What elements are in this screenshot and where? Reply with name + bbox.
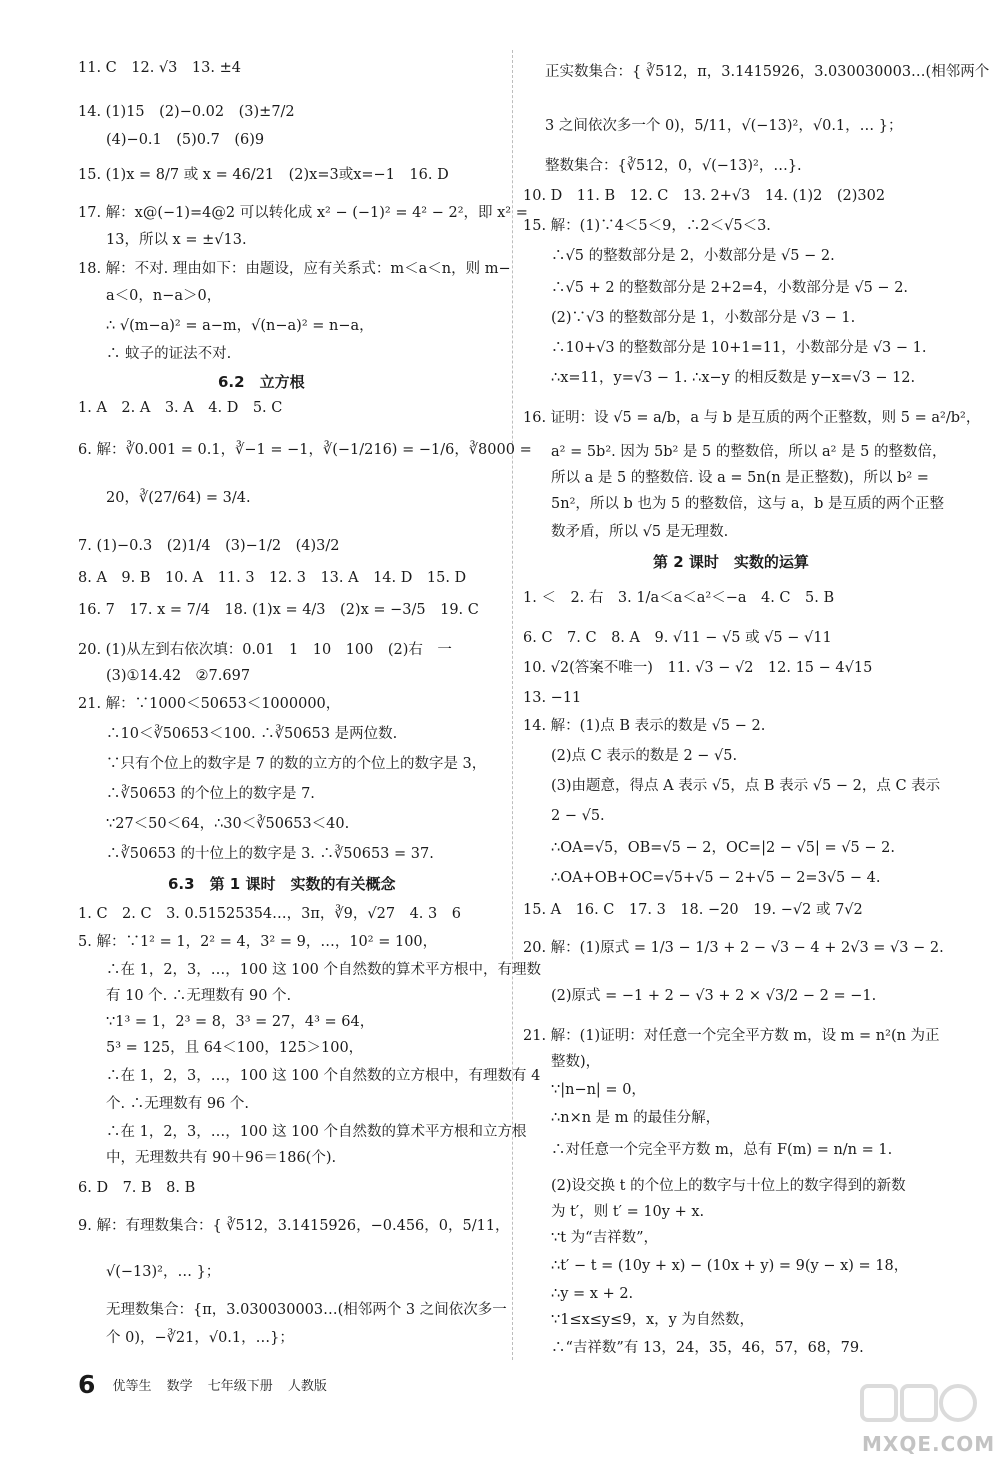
answer-line: 16. 7 17. x = 7/4 18. (1)x = 4/3 (2)x = −3/5 19. C — [78, 602, 479, 618]
answer-line: ∴对任意一个完全平方数 m，总有 F(m) = n/n = 1. — [551, 1142, 893, 1158]
answer-line: 无理数集合：{π，3.030030003…(相邻两个 3 之间依次多一 — [106, 1302, 507, 1318]
answer-line: (2)点 C 表示的数是 2 − √5. — [551, 748, 738, 764]
answer-line: 13，所以 x = ±√13. — [106, 232, 247, 248]
answer-line: 18. 解：不对. 理由如下：由题设，应有关系式：m＜a＜n，则 m− — [78, 261, 511, 277]
answer-line: ∵只有个位上的数字是 7 的数的立方的个位上的数字是 3， — [106, 756, 487, 772]
answer-line: 1. C 2. C 3. 0.51525354…，3π，∛9，√27 4. 3 6 — [78, 906, 461, 922]
answer-line: (3)①14.42 ②7.697 — [106, 668, 251, 684]
answer-line: ∴√5 + 2 的整数部分是 2+2=4，小数部分是 √5 − 2. — [551, 280, 909, 296]
answer-line: ∴OA=√5，OB=√5 − 2，OC=|2 − √5| = √5 − 2. — [551, 840, 895, 856]
answer-line: 14. (1)15 (2)−0.02 (3)±7/2 — [78, 104, 295, 120]
answer-line: 5n²，所以 b 也为 5 的整数倍，这与 a，b 是互质的两个正整 — [551, 496, 944, 512]
answer-line: ∴OA+OB+OC=√5+√5 − 2+√5 − 2=3√5 − 4. — [551, 870, 881, 886]
answer-line: (2)∵√3 的整数部分是 1，小数部分是 √3 − 1. — [551, 310, 856, 326]
footer-brand: 优等生 — [112, 1379, 152, 1394]
answer-line: 11. C 12. √3 13. ±4 — [78, 60, 241, 76]
answer-line: ∴x=11，y=√3 − 1. ∴x−y 的相反数是 y−x=√3 − 12. — [551, 370, 916, 386]
answer-line: ∵t 为“吉祥数”， — [551, 1230, 658, 1246]
answer-line: 所以 a 是 5 的整数倍. 设 a = 5n(n 是正整数)，所以 b² = — [551, 470, 929, 486]
answer-line: ∵1≤x≤y≤9，x，y 为自然数， — [551, 1312, 754, 1328]
answer-line: 20，∛(27/64) = 3/4. — [106, 490, 251, 506]
answer-line: 15. (1)x = 8/7 或 x = 46/21 (2)x=3或x=−1 16. D — [78, 167, 449, 183]
section-heading: 第 2 课时 实数的运算 — [653, 553, 809, 571]
answer-line: 2 − √5. — [551, 808, 605, 824]
answer-line: (3)由题意，得点 A 表示 √5，点 B 表示 √5 − 2，点 C 表示 — [551, 778, 941, 794]
answer-line: ∴n×n 是 m 的最佳分解， — [551, 1110, 721, 1126]
answer-line: ∴t′ − t = (10y + x) − (10x + y) = 9(y − x) = 18， — [551, 1258, 909, 1274]
answer-line: 整数集合：{∛512，0，√(−13)²，…}. — [545, 158, 802, 174]
answer-line: ∴y = x + 2. — [551, 1286, 634, 1302]
answer-line: ∵|n−n| = 0， — [551, 1082, 646, 1098]
answer-line: 15. A 16. C 17. 3 18. −20 19. −√2 或 7√2 — [523, 902, 863, 918]
answer-line: 整数)， — [551, 1054, 601, 1070]
answer-line: 13. −11 — [523, 690, 582, 706]
answer-line: 6. 解：∛0.001 = 0.1，∛−1 = −1，∛(−1/216) = −1/6，∛8000 = — [78, 442, 532, 458]
answer-line: 为 t′，则 t′ = 10y + x. — [551, 1204, 705, 1220]
answer-line: 8. A 9. B 10. A 11. 3 12. 3 13. A 14. D 15. D — [78, 570, 467, 586]
answer-line: ∴在 1，2，3，…，100 这 100 个自然数的算术平方根和立方根 — [106, 1124, 527, 1140]
section-heading: 6.2 立方根 — [218, 373, 305, 391]
column-divider — [512, 50, 513, 1360]
page-number: 6 — [78, 1370, 96, 1399]
answer-line: 个. ∴无理数有 96 个. — [106, 1096, 249, 1112]
answer-line: ∴√5 的整数部分是 2，小数部分是 √5 − 2. — [551, 248, 835, 264]
answer-line: 10. D 11. B 12. C 13. 2+√3 14. (1)2 (2)302 — [523, 188, 886, 204]
answer-line: 1. A 2. A 3. A 4. D 5. C — [78, 400, 283, 416]
answer-line: 10. √2(答案不唯一) 11. √3 − √2 12. 15 − 4√15 — [523, 660, 873, 676]
answer-line: ∵27＜50＜64，∴30＜∛50653＜40. — [106, 816, 350, 832]
answer-line: a² = 5b². 因为 5b² 是 5 的整数倍，所以 a² 是 5 的整数倍， — [551, 444, 947, 460]
answer-line: (2)设交换 t 的个位上的数字与十位上的数字得到的新数 — [551, 1178, 906, 1194]
answer-line: ∴∛50653 的个位上的数字是 7. — [106, 786, 315, 802]
answer-line: ∴“吉祥数”有 13，24，35，46，57，68，79. — [551, 1340, 864, 1356]
answer-line: 20. 解：(1)原式 = 1/3 − 1/3 + 2 − √3 − 4 + 2√3 = √3 − 2. — [523, 940, 944, 956]
footer-grade: 七年级下册 — [207, 1379, 273, 1394]
answer-line: 数矛盾，所以 √5 是无理数. — [551, 524, 729, 540]
page-footer — [78, 1370, 337, 1400]
answer-line: 6. D 7. B 8. B — [78, 1180, 196, 1196]
answer-line: 16. 证明：设 √5 = a/b，a 与 b 是互质的两个正整数，则 5 = a²/b²， — [523, 410, 981, 426]
answer-line: 中，无理数共有 90＋96＝186(个). — [106, 1150, 337, 1166]
answer-line: 21. 解：(1)证明：对任意一个完全平方数 m，设 m = n²(n 为正 — [523, 1028, 940, 1044]
answer-line: ∴∛50653 的十位上的数字是 3. ∴∛50653 = 37. — [106, 846, 434, 862]
answer-line: (2)原式 = −1 + 2 − √3 + 2 × √3/2 − 2 = −1. — [551, 988, 877, 1004]
section-heading: 6.3 第 1 课时 实数的有关概念 — [168, 875, 396, 893]
watermark-text: MXQE.COM — [862, 1432, 996, 1456]
answer-line: ∴ 蚊子的证法不对. — [106, 346, 232, 362]
answer-line: a＜0，n−a＞0， — [106, 288, 222, 304]
answer-line: 9. 解：有理数集合：{ ∛512，3.1415926，−0.456，0，5/11， — [78, 1218, 510, 1234]
answer-line: 3 之间依次多一个 0)，5/11，√(−13)²，√0.1，… }； — [545, 118, 903, 134]
answer-line: 有 10 个. ∴无理数有 90 个. — [106, 988, 292, 1004]
answer-line: 1. ＜ 2. 右 3. 1/a＜a＜a²＜−a 4. C 5. B — [523, 590, 835, 606]
answer-line: 15. 解：(1)∵4＜5＜9，∴2＜√5＜3. — [523, 218, 771, 234]
answer-line: 7. (1)−0.3 (2)1/4 (3)−1/2 (4)3/2 — [78, 538, 340, 554]
answer-line: ∴10+√3 的整数部分是 10+1=11，小数部分是 √3 − 1. — [551, 340, 927, 356]
answer-line: 17. 解：x@(−1)=4@2 可以转化成 x² − (−1)² = 4² − 2²，即 x² = — [78, 205, 528, 221]
answer-line: (4)−0.1 (5)0.7 (6)9 — [106, 132, 265, 148]
answer-line: ∴10＜∛50653＜100. ∴∛50653 是两位数. — [106, 726, 398, 742]
answer-line: 14. 解：(1)点 B 表示的数是 √5 − 2. — [523, 718, 766, 734]
answer-line: ∴ √(m−a)² = a−m，√(n−a)² = n−a， — [106, 318, 374, 334]
answer-line: 20. (1)从左到右依次填：0.01 1 10 100 (2)右 一 — [78, 642, 452, 658]
footer-edition: 人教版 — [287, 1379, 327, 1394]
answer-line: 个 0)，−∛21，√0.1，…}； — [106, 1330, 294, 1346]
answer-line: ∵1³ = 1，2³ = 8，3³ = 27，4³ = 64， — [106, 1014, 375, 1030]
answer-line: 5³ = 125，且 64＜100，125＞100， — [106, 1040, 364, 1056]
answer-line: ∴在 1，2，3，…，100 这 100 个自然数的立方根中，有理数有 4 — [106, 1068, 541, 1084]
answer-line: 6. C 7. C 8. A 9. √11 − √5 或 √5 − √11 — [523, 630, 832, 646]
answer-line: 5. 解：∵1² = 1，2² = 4，3² = 9，…，10² = 100， — [78, 934, 438, 950]
footer-subject: 数学 — [166, 1379, 193, 1394]
answer-line: ∴在 1，2，3，…，100 这 100 个自然数的算术平方根中，有理数 — [106, 962, 541, 978]
answer-line: √(−13)²，… }； — [106, 1264, 221, 1280]
answer-line: 正实数集合：{ ∛512，π，3.1415926，3.030030003…(相邻两个 — [545, 64, 990, 80]
answer-line: 21. 解：∵1000＜50653＜1000000， — [78, 696, 341, 712]
